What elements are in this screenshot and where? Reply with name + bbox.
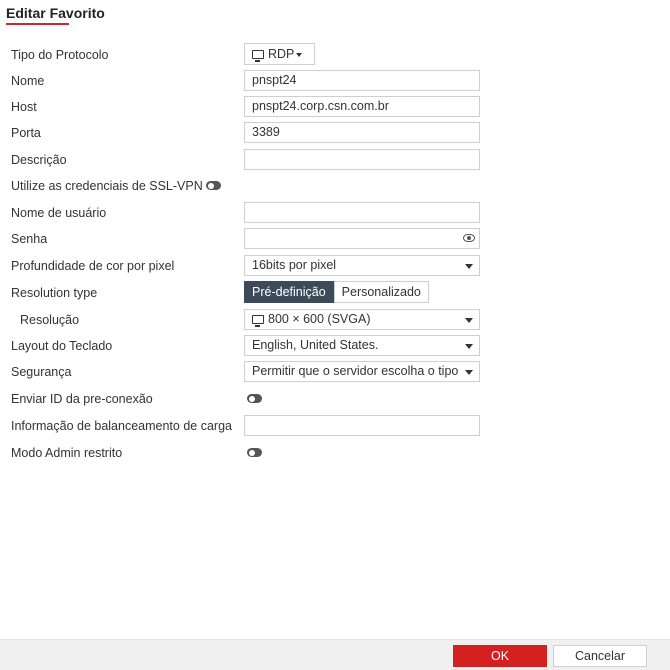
protocol-row [0, 44, 670, 66]
load-balance-input[interactable] [244, 415, 480, 436]
caret-down-icon [465, 344, 473, 349]
caret-down-icon [465, 370, 473, 375]
name-input[interactable]: pnspt24 [244, 70, 480, 91]
username-input[interactable] [244, 202, 480, 223]
username-row [0, 202, 670, 224]
security-select[interactable] [244, 361, 480, 382]
password-row [0, 228, 670, 250]
color-depth-row [0, 255, 670, 277]
password-label: Senha [11, 232, 48, 246]
password-input[interactable] [244, 228, 480, 249]
description-row [0, 149, 670, 171]
load-balance-row [0, 415, 670, 437]
security-label: Segurança [11, 365, 72, 379]
resolution-type-custom[interactable]: Personalizado [334, 281, 429, 303]
resolution-select[interactable] [244, 309, 480, 330]
preconnection-id-row [0, 388, 670, 410]
resolution-type-label: Resolution type [11, 286, 98, 300]
port-input[interactable]: 3389 [244, 122, 480, 143]
keyboard-layout-select[interactable] [244, 335, 480, 356]
name-label: Nome [11, 74, 45, 88]
keyboard-layout-value: English, United States. [252, 338, 379, 352]
resolution-type-row [0, 282, 670, 304]
color-depth-select[interactable] [244, 255, 480, 276]
monitor-icon [252, 315, 264, 324]
load-balance-label: Informação de balanceamento de carga [11, 419, 232, 433]
resolution-type-preset[interactable]: Pré-definição [244, 281, 334, 303]
username-label: Nome de usuário [11, 206, 107, 220]
keyboard-layout-row [0, 335, 670, 357]
description-input[interactable] [244, 149, 480, 170]
port-label: Porta [11, 126, 41, 140]
preconnection-id-label: Enviar ID da pre-conexão [11, 392, 153, 406]
color-depth-value: 16bits por pixel [252, 258, 337, 272]
resolution-row [0, 309, 670, 331]
ssl-credentials-toggle[interactable] [206, 181, 221, 190]
security-value: Permitir que o servidor escolha o tipo [252, 364, 459, 378]
preconnection-id-toggle[interactable] [247, 394, 262, 403]
resolution-type-segmented [244, 281, 429, 303]
restricted-admin-label: Modo Admin restrito [11, 446, 123, 460]
restricted-admin-toggle[interactable] [247, 448, 262, 457]
port-row [0, 122, 670, 144]
cancel-button[interactable]: Cancelar [553, 645, 647, 667]
dialog-footer [0, 639, 670, 670]
protocol-dropdown[interactable] [244, 43, 315, 65]
ssl-credentials-row [0, 175, 670, 197]
resolution-value: 800 × 600 (SVGA) [268, 312, 371, 326]
eye-icon[interactable] [463, 234, 475, 242]
host-label: Host [11, 100, 37, 114]
protocol-label: Tipo do Protocolo [11, 48, 109, 62]
description-label: Descrição [11, 153, 67, 167]
title-underline [6, 23, 69, 25]
resolution-label: Resolução [20, 313, 80, 327]
ssl-credentials-label: Utilize as credenciais de SSL-VPN [11, 179, 203, 193]
restricted-admin-row [0, 442, 670, 464]
caret-down-icon [465, 264, 473, 269]
monitor-icon [252, 50, 264, 59]
keyboard-layout-label: Layout do Teclado [11, 339, 113, 353]
host-row [0, 96, 670, 118]
name-row [0, 70, 670, 92]
ok-button[interactable]: OK [453, 645, 547, 667]
color-depth-label: Profundidade de cor por pixel [11, 259, 175, 273]
caret-down-icon [465, 318, 473, 323]
dialog-title: Editar Favorito [6, 5, 105, 21]
host-input[interactable]: pnspt24.corp.csn.com.br [244, 96, 480, 117]
protocol-value: RDP [268, 47, 295, 61]
caret-down-icon [296, 53, 302, 57]
security-row [0, 361, 670, 383]
